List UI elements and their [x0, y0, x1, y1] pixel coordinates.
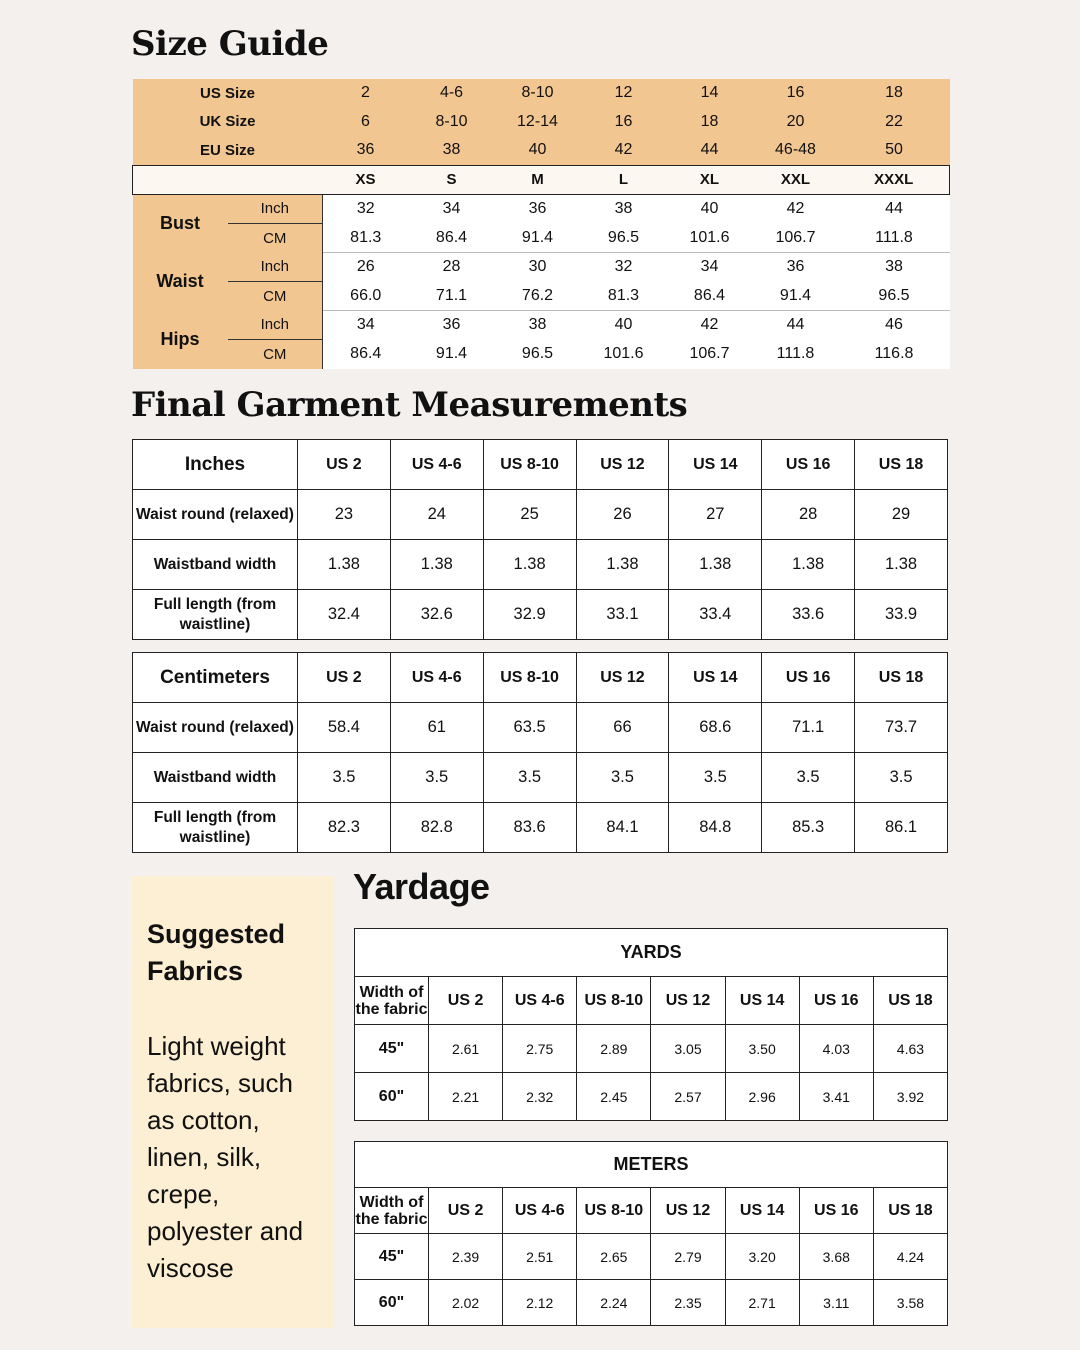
size-value: 22 — [839, 108, 950, 137]
garment-unit-label: Inches — [133, 440, 298, 490]
suggested-fabrics-text: Light weight fabrics, such as cotton, linen, silk, crepe, polyester and viscose — [147, 1031, 304, 1283]
yardage-title: Yardage — [353, 866, 490, 907]
measurement-row-cm — [133, 282, 950, 311]
letter-size: L — [581, 165, 667, 194]
measurement-value: 86.4 — [409, 224, 495, 253]
garment-value: 3.5 — [576, 753, 669, 803]
letter-size-row — [133, 165, 950, 194]
garment-row-label: Waist round (relaxed) — [133, 703, 298, 753]
size-value: 12 — [581, 79, 667, 108]
garment-header-row — [133, 653, 948, 703]
garment-header-row — [133, 440, 948, 490]
garment-column-header: US 4-6 — [390, 653, 483, 703]
yardage-column-header: US 16 — [799, 1188, 873, 1234]
measurement-row-inch — [133, 253, 950, 282]
yardage-row — [355, 1280, 948, 1326]
unit-label: Inch — [228, 311, 323, 340]
garment-value: 28 — [762, 490, 855, 540]
garment-column-header: US 18 — [855, 440, 948, 490]
yardage-value: 4.63 — [873, 1025, 947, 1073]
measurement-value: 28 — [409, 253, 495, 282]
garment-value: 33.9 — [855, 590, 948, 640]
measurement-value: 111.8 — [753, 340, 839, 369]
garment-value: 83.6 — [483, 803, 576, 853]
garment-row-label: Waistband width — [133, 540, 298, 590]
yardage-value: 2.35 — [651, 1280, 725, 1326]
yardage-caption-row — [355, 1142, 948, 1188]
garment-value: 33.6 — [762, 590, 855, 640]
garment-value: 32.6 — [390, 590, 483, 640]
garment-value: 58.4 — [298, 703, 391, 753]
size-value: 46-48 — [753, 136, 839, 165]
yardage-value: 2.39 — [429, 1234, 503, 1280]
yardage-value: 3.58 — [873, 1280, 947, 1326]
garment-column-header: US 2 — [298, 653, 391, 703]
size-value: 36 — [323, 136, 409, 165]
unit-label: CM — [228, 340, 323, 369]
yardage-column-header: US 8-10 — [577, 1188, 651, 1234]
yardage-value: 4.03 — [799, 1025, 873, 1073]
size-value: 16 — [581, 108, 667, 137]
yardage-value: 3.50 — [725, 1025, 799, 1073]
measurement-value: 91.4 — [409, 340, 495, 369]
garment-unit-label: Centimeters — [133, 653, 298, 703]
garment-value: 24 — [390, 490, 483, 540]
garment-row-label: Waistband width — [133, 753, 298, 803]
yardage-value: 2.65 — [577, 1234, 651, 1280]
measurement-row-inch — [133, 194, 950, 224]
measurement-value: 42 — [667, 311, 753, 340]
size-row-label: EU Size — [133, 136, 323, 165]
measurement-row-cm — [133, 224, 950, 253]
measurement-value: 46 — [839, 311, 950, 340]
yardage-column-header: US 16 — [799, 977, 873, 1025]
yardage-value: 3.68 — [799, 1234, 873, 1280]
size-value: 50 — [839, 136, 950, 165]
garment-value: 32.9 — [483, 590, 576, 640]
suggested-fabrics-title: Suggested Fabrics — [147, 919, 286, 986]
yardage-column-header: US 14 — [725, 1188, 799, 1234]
yardage-caption-row — [355, 929, 948, 977]
yardage-value: 3.05 — [651, 1025, 725, 1073]
yardage-value: 3.41 — [799, 1073, 873, 1121]
garment-column-header: US 14 — [669, 440, 762, 490]
garment-value: 32.4 — [298, 590, 391, 640]
measurement-value: 36 — [753, 253, 839, 282]
garment-value: 82.3 — [298, 803, 391, 853]
size-row — [133, 79, 950, 108]
measurement-value: 32 — [323, 194, 409, 224]
garment-value: 23 — [298, 490, 391, 540]
unit-label: CM — [228, 224, 323, 253]
fabric-width: 60" — [355, 1280, 429, 1326]
unit-label: CM — [228, 282, 323, 311]
measurement-value: 101.6 — [581, 340, 667, 369]
size-value: 18 — [839, 79, 950, 108]
yardage-caption: METERS — [355, 1142, 948, 1188]
garment-row-label: Full length (from waistline) — [133, 803, 298, 853]
yardage-value: 2.75 — [503, 1025, 577, 1073]
measurement-name: Bust — [133, 194, 228, 253]
garment-column-header: US 18 — [855, 653, 948, 703]
measurement-value: 81.3 — [323, 224, 409, 253]
yardage-column-header: US 8-10 — [577, 977, 651, 1025]
letter-size: S — [409, 165, 495, 194]
letter-size: XL — [667, 165, 753, 194]
measurement-value: 66.0 — [323, 282, 409, 311]
yardage-meters-table — [354, 1141, 948, 1326]
garment-column-header: US 2 — [298, 440, 391, 490]
measurement-value: 71.1 — [409, 282, 495, 311]
yardage-value: 3.92 — [873, 1073, 947, 1121]
measurement-value: 86.4 — [323, 340, 409, 369]
garment-value: 33.4 — [669, 590, 762, 640]
garment-value: 1.38 — [576, 540, 669, 590]
yardage-value: 2.57 — [651, 1073, 725, 1121]
yardage-value: 2.12 — [503, 1280, 577, 1326]
width-of-fabric-label: Width of the fabric — [355, 977, 429, 1025]
garment-row — [133, 703, 948, 753]
yardage-yards-table — [354, 928, 948, 1121]
yardage-column-header: US 12 — [651, 1188, 725, 1234]
measurement-value: 38 — [495, 311, 581, 340]
garment-value: 61 — [390, 703, 483, 753]
yardage-column-header: US 2 — [429, 977, 503, 1025]
letter-size: XS — [323, 165, 409, 194]
measurement-value: 116.8 — [839, 340, 950, 369]
yardage-value: 2.02 — [429, 1280, 503, 1326]
garment-value: 1.38 — [762, 540, 855, 590]
measurement-value: 30 — [495, 253, 581, 282]
fabric-width: 45" — [355, 1025, 429, 1073]
measurement-row-cm — [133, 340, 950, 369]
size-guide-title: Size Guide — [131, 24, 329, 64]
fabric-width: 60" — [355, 1073, 429, 1121]
yardage-header-row — [355, 977, 948, 1025]
garment-value: 84.8 — [669, 803, 762, 853]
measurement-value: 34 — [667, 253, 753, 282]
measurement-value: 38 — [839, 253, 950, 282]
garment-row — [133, 753, 948, 803]
garment-row-label: Full length (from waistline) — [133, 590, 298, 640]
garment-row — [133, 803, 948, 853]
yardage-value: 2.79 — [651, 1234, 725, 1280]
garment-cm-table — [132, 652, 948, 853]
measurement-value: 36 — [409, 311, 495, 340]
yardage-value: 2.61 — [429, 1025, 503, 1073]
garment-column-header: US 16 — [762, 440, 855, 490]
yardage-column-header: US 12 — [651, 977, 725, 1025]
measurement-value: 44 — [839, 194, 950, 224]
garment-value: 1.38 — [669, 540, 762, 590]
garment-row-label: Waist round (relaxed) — [133, 490, 298, 540]
yardage-row — [355, 1234, 948, 1280]
yardage-value: 2.71 — [725, 1280, 799, 1326]
measurement-value: 40 — [581, 311, 667, 340]
unit-label: Inch — [228, 194, 323, 224]
garment-value: 63.5 — [483, 703, 576, 753]
garment-column-header: US 4-6 — [390, 440, 483, 490]
measurement-value: 96.5 — [495, 340, 581, 369]
size-row — [133, 136, 950, 165]
garment-value: 73.7 — [855, 703, 948, 753]
yardage-column-header: US 4-6 — [503, 977, 577, 1025]
measurement-value: 40 — [667, 194, 753, 224]
garment-value: 1.38 — [483, 540, 576, 590]
garment-inches-table — [132, 439, 948, 640]
garment-value: 25 — [483, 490, 576, 540]
yardage-value: 2.32 — [503, 1073, 577, 1121]
yardage-value: 3.11 — [799, 1280, 873, 1326]
yardage-column-header: US 18 — [873, 977, 947, 1025]
garment-column-header: US 8-10 — [483, 653, 576, 703]
size-value: 14 — [667, 79, 753, 108]
letter-size: XXXL — [839, 165, 950, 194]
garment-column-header: US 12 — [576, 653, 669, 703]
measurement-value: 91.4 — [495, 224, 581, 253]
garment-value: 3.5 — [390, 753, 483, 803]
yardage-value: 2.96 — [725, 1073, 799, 1121]
garment-value: 33.1 — [576, 590, 669, 640]
size-row-label: UK Size — [133, 108, 323, 137]
garment-row — [133, 590, 948, 640]
size-row — [133, 108, 950, 137]
fabric-width: 45" — [355, 1234, 429, 1280]
garment-value: 27 — [669, 490, 762, 540]
garment-column-header: US 8-10 — [483, 440, 576, 490]
yardage-row — [355, 1025, 948, 1073]
garment-value: 86.1 — [855, 803, 948, 853]
garment-value: 85.3 — [762, 803, 855, 853]
measurement-value: 96.5 — [839, 282, 950, 311]
measurement-value: 91.4 — [753, 282, 839, 311]
measurement-value: 106.7 — [753, 224, 839, 253]
yardage-value: 2.21 — [429, 1073, 503, 1121]
garment-row — [133, 490, 948, 540]
garment-value: 3.5 — [762, 753, 855, 803]
measurement-value: 81.3 — [581, 282, 667, 311]
measurement-value: 34 — [323, 311, 409, 340]
garment-value: 84.1 — [576, 803, 669, 853]
letter-size: M — [495, 165, 581, 194]
garment-value: 71.1 — [762, 703, 855, 753]
garment-value: 1.38 — [855, 540, 948, 590]
yardage-header-row — [355, 1188, 948, 1234]
size-value: 16 — [753, 79, 839, 108]
size-value: 20 — [753, 108, 839, 137]
garment-value: 26 — [576, 490, 669, 540]
letter-size-blank — [133, 165, 323, 194]
size-value: 44 — [667, 136, 753, 165]
measurement-value: 26 — [323, 253, 409, 282]
measurement-value: 34 — [409, 194, 495, 224]
size-guide-table — [132, 79, 950, 369]
measurement-row-inch — [133, 311, 950, 340]
garment-title: Final Garment Measurements — [131, 385, 688, 425]
measurement-value: 106.7 — [667, 340, 753, 369]
unit-label: Inch — [228, 253, 323, 282]
size-value: 6 — [323, 108, 409, 137]
measurement-name: Waist — [133, 253, 228, 311]
size-value: 12-14 — [495, 108, 581, 137]
measurement-value: 32 — [581, 253, 667, 282]
garment-value: 3.5 — [669, 753, 762, 803]
yardage-column-header: US 14 — [725, 977, 799, 1025]
measurement-value: 42 — [753, 194, 839, 224]
yardage-value: 2.24 — [577, 1280, 651, 1326]
garment-value: 29 — [855, 490, 948, 540]
garment-value: 3.5 — [483, 753, 576, 803]
garment-value: 66 — [576, 703, 669, 753]
size-value: 2 — [323, 79, 409, 108]
measurement-value: 86.4 — [667, 282, 753, 311]
measurement-value: 96.5 — [581, 224, 667, 253]
yardage-value: 4.24 — [873, 1234, 947, 1280]
garment-row — [133, 540, 948, 590]
measurement-value: 36 — [495, 194, 581, 224]
size-value: 38 — [409, 136, 495, 165]
garment-column-header: US 14 — [669, 653, 762, 703]
garment-value: 3.5 — [298, 753, 391, 803]
measurement-value: 111.8 — [839, 224, 950, 253]
garment-value: 3.5 — [855, 753, 948, 803]
yardage-column-header: US 18 — [873, 1188, 947, 1234]
yardage-column-header: US 4-6 — [503, 1188, 577, 1234]
garment-column-header: US 12 — [576, 440, 669, 490]
yardage-value: 3.20 — [725, 1234, 799, 1280]
measurement-name: Hips — [133, 311, 228, 369]
measurement-value: 76.2 — [495, 282, 581, 311]
size-value: 4-6 — [409, 79, 495, 108]
size-value: 42 — [581, 136, 667, 165]
size-value: 40 — [495, 136, 581, 165]
yardage-row — [355, 1073, 948, 1121]
measurement-value: 101.6 — [667, 224, 753, 253]
width-of-fabric-label: Width of the fabric — [355, 1188, 429, 1234]
yardage-value: 2.45 — [577, 1073, 651, 1121]
size-value: 8-10 — [409, 108, 495, 137]
garment-value: 1.38 — [390, 540, 483, 590]
measurement-value: 44 — [753, 311, 839, 340]
garment-value: 68.6 — [669, 703, 762, 753]
size-row-label: US Size — [133, 79, 323, 108]
letter-size: XXL — [753, 165, 839, 194]
size-value: 18 — [667, 108, 753, 137]
yardage-caption: YARDS — [355, 929, 948, 977]
measurement-value: 38 — [581, 194, 667, 224]
yardage-column-header: US 2 — [429, 1188, 503, 1234]
garment-column-header: US 16 — [762, 653, 855, 703]
size-value: 8-10 — [495, 79, 581, 108]
yardage-value: 2.51 — [503, 1234, 577, 1280]
garment-value: 82.8 — [390, 803, 483, 853]
yardage-value: 2.89 — [577, 1025, 651, 1073]
garment-value: 1.38 — [298, 540, 391, 590]
